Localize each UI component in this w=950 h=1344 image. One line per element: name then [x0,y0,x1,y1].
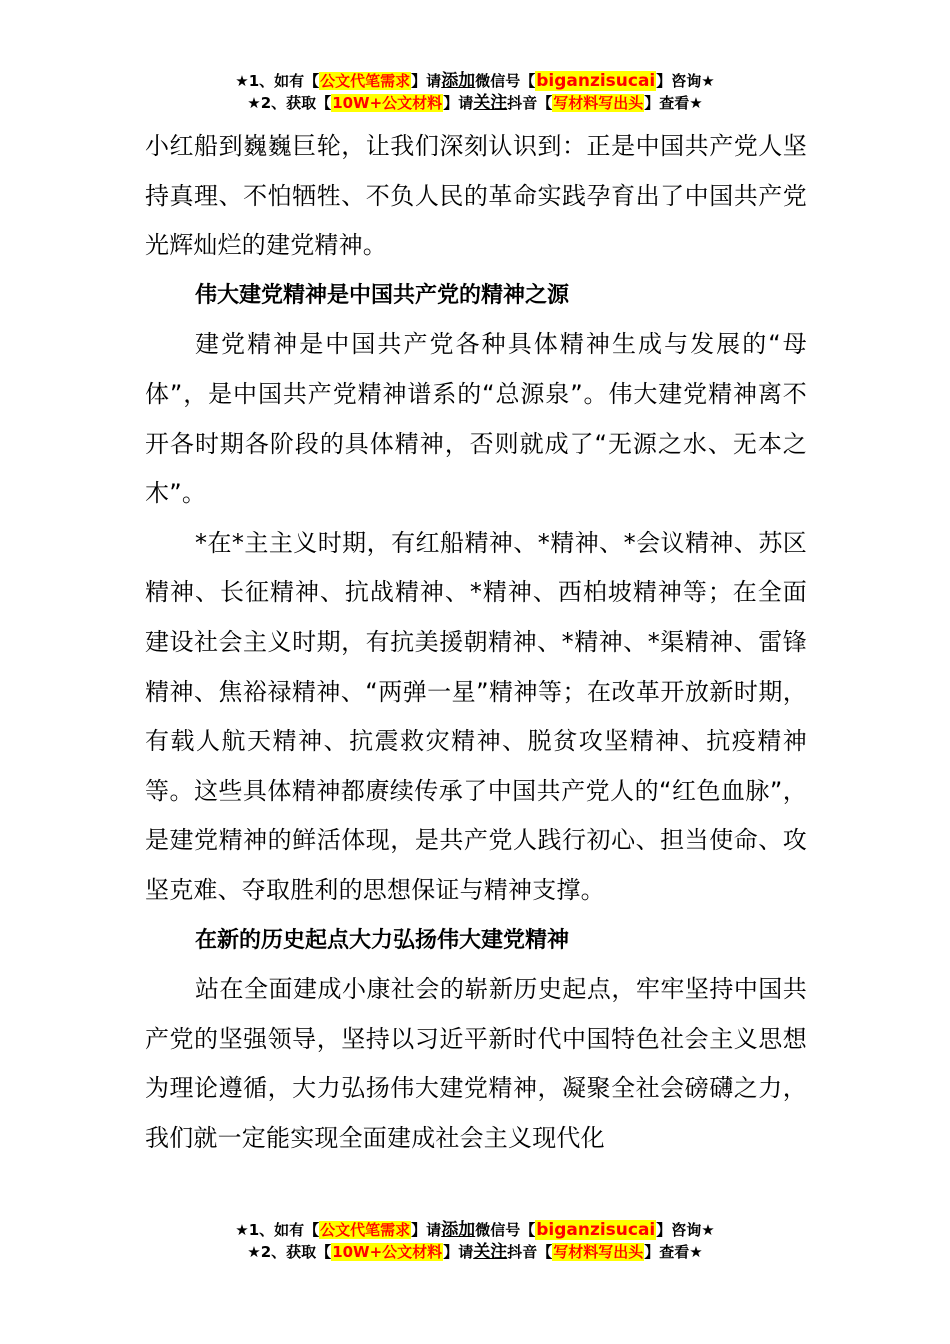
banner-text: 】查看★ [644,1243,703,1261]
banner-text: 】请 [411,72,442,90]
banner-text: ★1、如有【 [235,1221,320,1239]
banner-highlight: 写材料写出头 [553,1243,644,1261]
banner-underline: 关注 [473,1242,508,1262]
banner-highlight: 写材料写出头 [553,94,644,112]
banner-text: 】查看★ [644,94,703,112]
banner-line-1 [0,1219,950,1241]
footer-banner [0,1219,950,1263]
banner-text: 】咨询★ [656,72,715,90]
banner-line-2 [0,1241,950,1263]
paragraph-3: *在*主主义时期，有红船精神、*精神、*会议精神、苏区精神、长征精神、抗战精神、*精神、西柏坡精神等；在全面建设社会主义时期，有抗美援朝精神、*精神、*渠精神、雷锋精神、焦裕禄精神、“两弹一星”精神等；在改革开放新时期，有载人航天精神、抗震救灾精神、脱贫攻坚精神、抗疫精神等。这些具体精神都赓续传承了中国共产党人的“红色血脉”，是建党精神的鲜活体现，是共产党人践行初心、担当使命、攻坚克难、夺取胜利的思想保证与精神支撑。 [145,528,807,904]
banner-text: ★2、获取【 [247,94,332,112]
banner-text: 】请 [443,94,474,112]
banner-highlight: biganzisucai [536,71,656,91]
paragraph-4: 站在全面建成小康社会的崭新历史起点，牢牢坚持中国共产党的坚强领导，坚持以习近平新时代中国特色社会主义思想为理论遵循，大力弘扬伟大建党精神，凝聚全社会磅礴之力，我们就一定能实现全面建成社会主义现代化 [145,975,807,1152]
banner-text: 微信号【 [475,1221,536,1239]
header-banner [0,70,950,114]
banner-highlight: 公文代笔需求 [320,1221,411,1239]
section-heading-2: 在新的历史起点大力弘扬伟大建党精神 [195,927,570,953]
paragraph-2: 建党精神是中国共产党各种具体精神生成与发展的“母体”，是中国共产党精神谱系的“总源泉”。伟大建党精神离不开各时期各阶段的具体精神，否则就成了“无源之水、无本之木”。 [145,330,807,508]
banner-text: 抖音【 [507,94,553,112]
banner-underline: 添加 [441,1220,476,1240]
banner-text: 】请 [443,1243,474,1261]
banner-text: 】请 [411,1221,442,1239]
banner-underline: 添加 [441,71,476,91]
banner-line-1 [0,70,950,92]
banner-text: 】咨询★ [656,1221,715,1239]
banner-text: ★1、如有【 [235,72,320,90]
banner-highlight: 10W+公文材料 [332,1243,443,1261]
paragraph-1: 小红船到巍巍巨轮，让我们深刻认识到：正是中国共产党人坚持真理、不怕牺牲、不负人民的革命实践孕育出了中国共产党光辉灿烂的建党精神。 [145,132,807,260]
document-body [145,122,807,1163]
banner-underline: 关注 [473,93,508,113]
section-heading-1: 伟大建党精神是中国共产党的精神之源 [195,282,570,308]
banner-line-2 [0,92,950,114]
banner-text: ★2、获取【 [247,1243,332,1261]
banner-highlight: 10W+公文材料 [332,94,443,112]
banner-text: 抖音【 [507,1243,553,1261]
banner-highlight: 公文代笔需求 [320,72,411,90]
banner-highlight: biganzisucai [536,1220,656,1240]
banner-text: 微信号【 [475,72,536,90]
